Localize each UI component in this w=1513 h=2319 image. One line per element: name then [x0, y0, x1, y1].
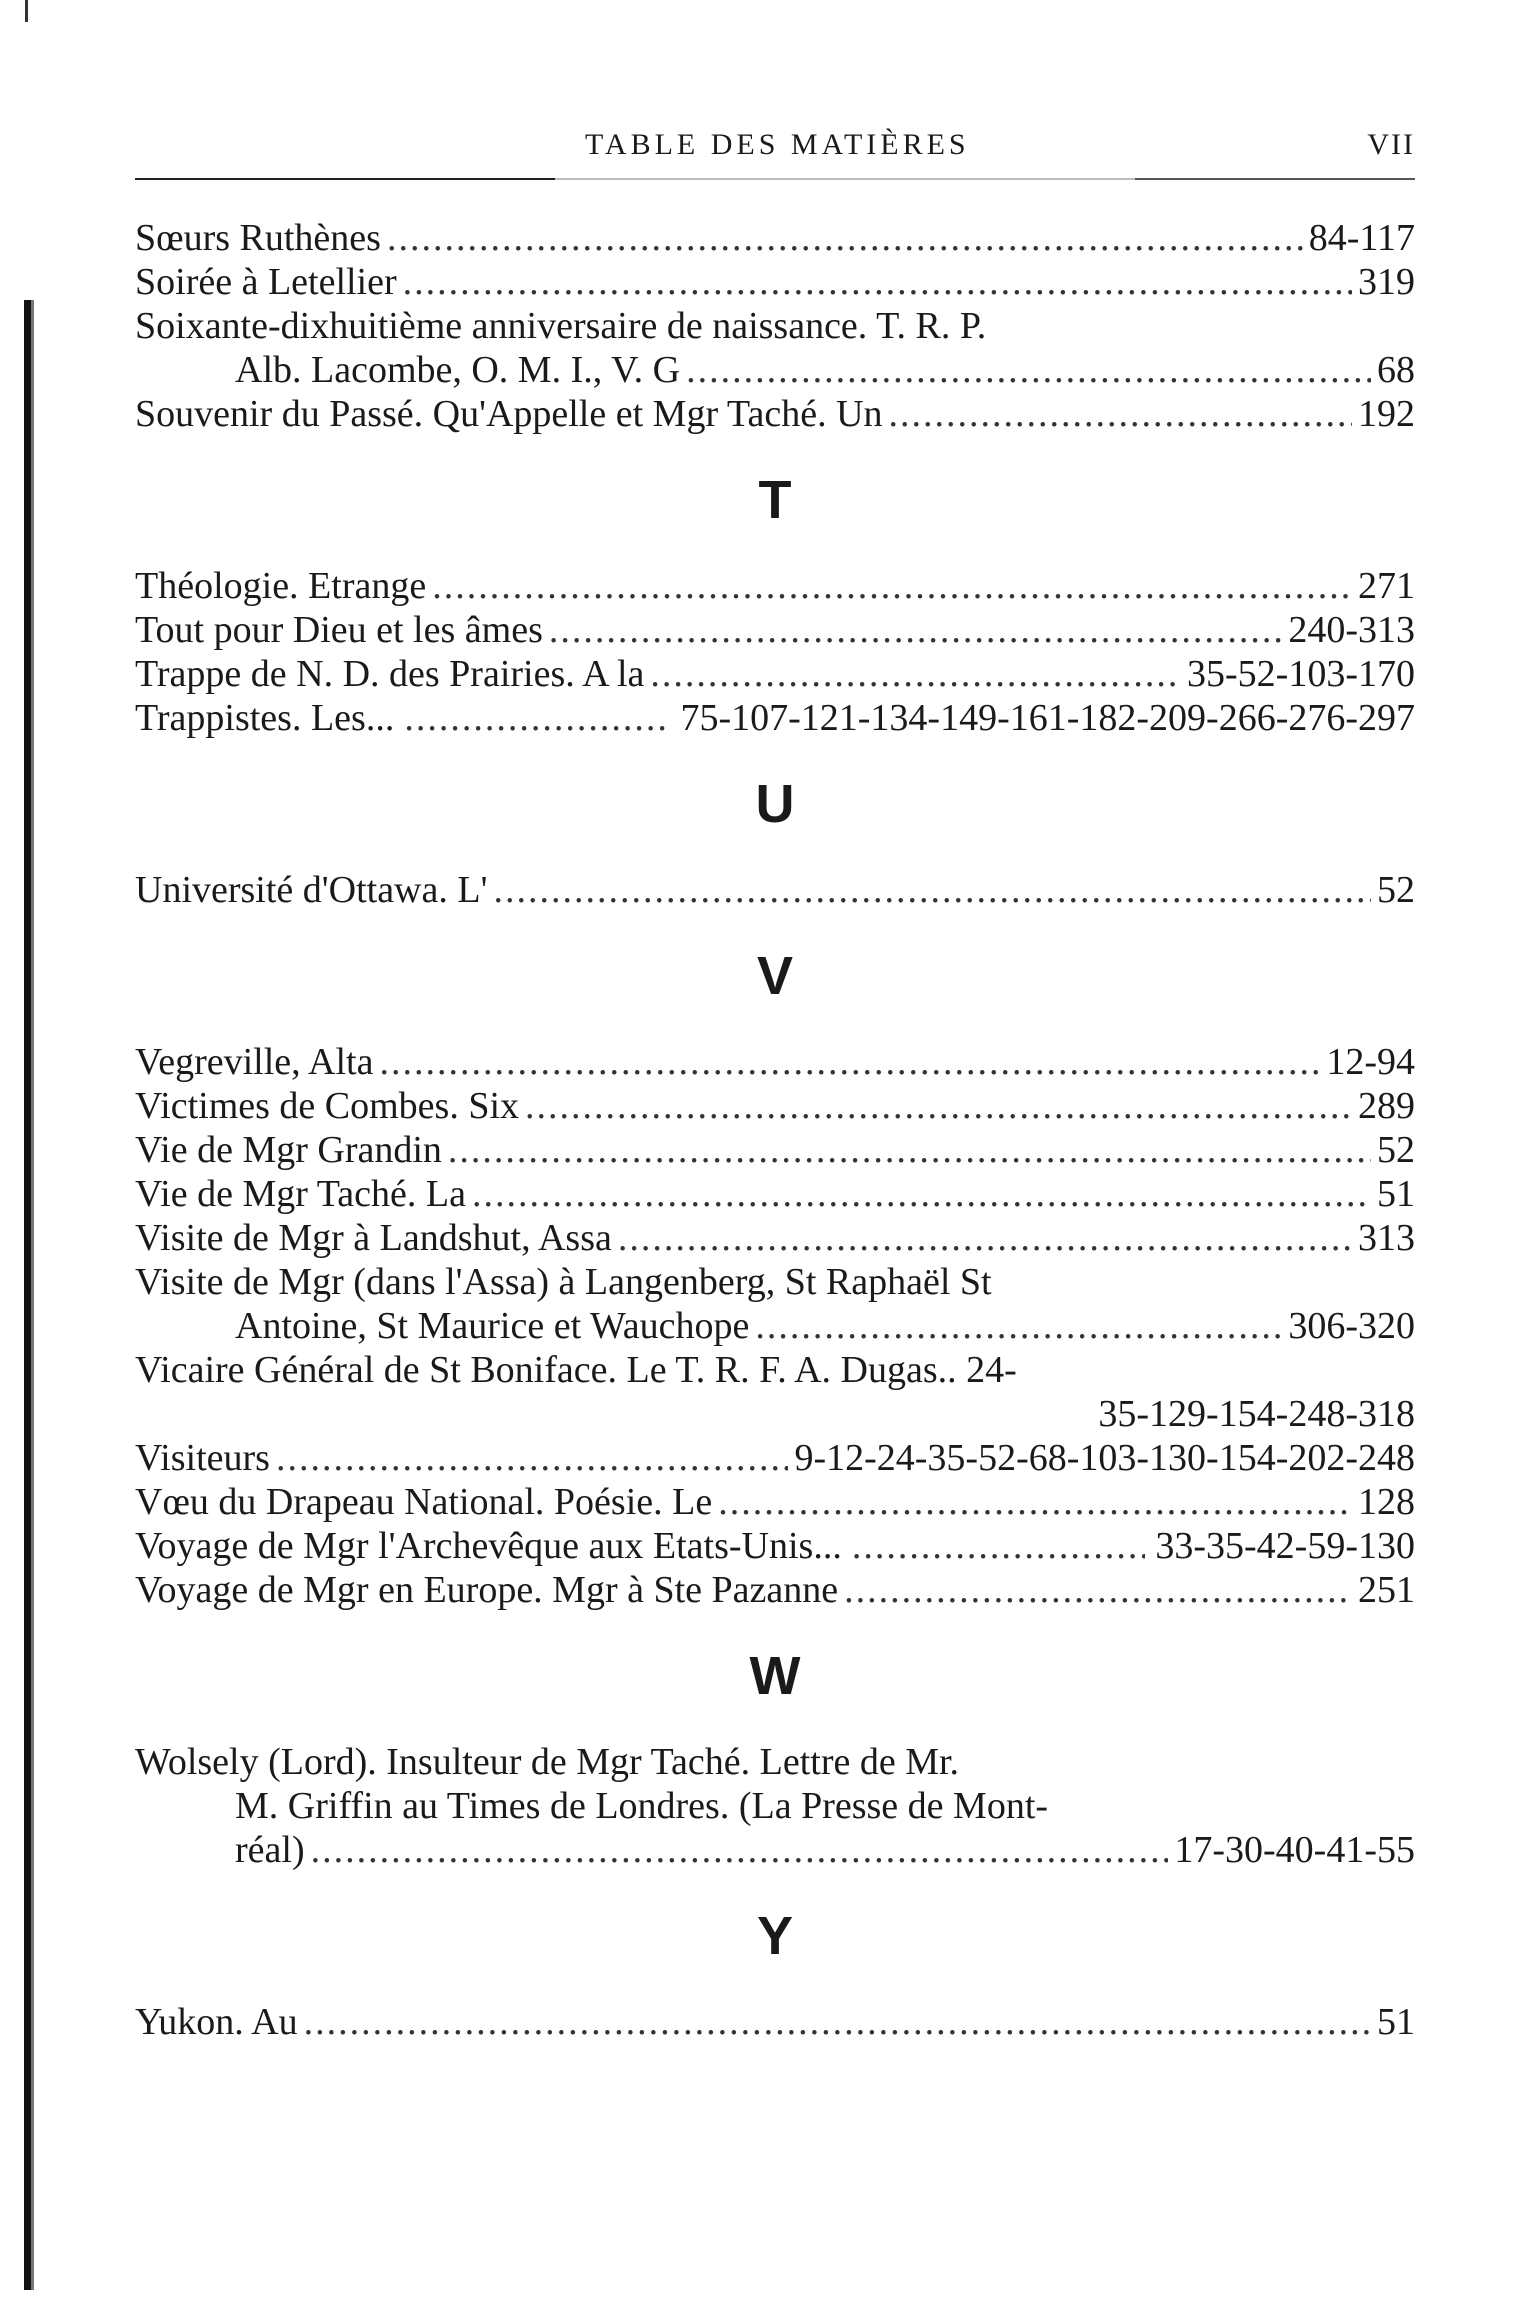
index-entry: Soirée à Letellier ..... 319 [135, 260, 1415, 304]
index-entry: Trappistes. Les... ..... 75-107-121-134-149-161-182-209-266-276-297 [135, 696, 1415, 740]
index-page [135, 110, 1415, 2044]
section-y [135, 1872, 1415, 2044]
index-entry: Trappe de N. D. des Prairies. A la ..... 35-52-103-170 [135, 652, 1415, 696]
index-entry-line: Soixante-dixhuitième anniversaire de naissance. T. R. P. [135, 305, 987, 347]
section-letter: U [755, 774, 795, 834]
index-entry: Théologie. Etrange ..... 271 [135, 564, 1415, 608]
header-title: TABLE DES MATIÈRES [585, 128, 970, 161]
index-entry: réal) ..... 17-30-40-41-55 [135, 1828, 1415, 1872]
section-letter: W [749, 1646, 801, 1706]
index-entry: Vœu du Drapeau National. Poésie. Le ..... 128 [135, 1480, 1415, 1524]
header-page-number: VII [1367, 128, 1415, 161]
index-entry: Vie de Mgr Grandin ..... 52 [135, 1128, 1415, 1172]
binding-edge [24, 300, 40, 2290]
section-letter: T [758, 470, 792, 530]
index-entry: Visite de Mgr à Landshut, Assa ..... 313 [135, 1216, 1415, 1260]
index-entry: Tout pour Dieu et les âmes ..... 240-313 [135, 608, 1415, 652]
index-entry: Voyage de Mgr en Europe. Mgr à Ste Pazanne ..... 251 [135, 1568, 1415, 1612]
section-letter: V [756, 946, 794, 1006]
index-entry: Yukon. Au ..... 51 [135, 2000, 1415, 2044]
index-entry: Alb. Lacombe, O. M. I., V. G ..... 68 [135, 348, 1415, 392]
index-entry-line: Wolsely (Lord). Insulteur de Mgr Taché. Lettre de Mr. [135, 1741, 960, 1783]
index-entry: Souvenir du Passé. Qu'Appelle et Mgr Taché. Un ..... 192 [135, 392, 1415, 436]
index-entry: Vegreville, Alta ..... 12-94 [135, 1040, 1415, 1084]
page-edge-mark [25, 0, 28, 22]
section-s-continued [135, 216, 1415, 436]
index-entry: Visiteurs ..... 9-12-24-35-52-68-103-130-154-202-248 [135, 1436, 1415, 1480]
section-w [135, 1612, 1415, 1872]
index-entry-pages: 35-129-154-248-318 [1098, 1393, 1415, 1435]
index-entry: Antoine, St Maurice et Wauchope ..... 306-320 [135, 1304, 1415, 1348]
index-entry: Sœurs Ruthènes ..... 84-117 [135, 216, 1415, 260]
running-header [135, 110, 1415, 170]
section-t [135, 436, 1415, 740]
index-entry-line: M. Griffin au Times de Londres. (La Presse de Mont- [235, 1785, 1049, 1827]
section-u [135, 740, 1415, 912]
header-rule [135, 178, 1415, 180]
section-letter: Y [756, 1906, 794, 1966]
index-entry: Université d'Ottawa. L' ..... 52 [135, 868, 1415, 912]
index-entry: Voyage de Mgr l'Archevêque aux Etats-Unis... ..... 33-35-42-59-130 [135, 1524, 1415, 1568]
index-entry-line: Visite de Mgr (dans l'Assa) à Langenberg, St Raphaël St [135, 1261, 992, 1303]
index-entry: Victimes de Combes. Six ..... 289 [135, 1084, 1415, 1128]
index-entry: Vie de Mgr Taché. La ..... 51 [135, 1172, 1415, 1216]
section-v [135, 912, 1415, 1612]
index-entry-line: Vicaire Général de St Boniface. Le T. R. F. A. Dugas.. 24- [135, 1349, 1017, 1391]
